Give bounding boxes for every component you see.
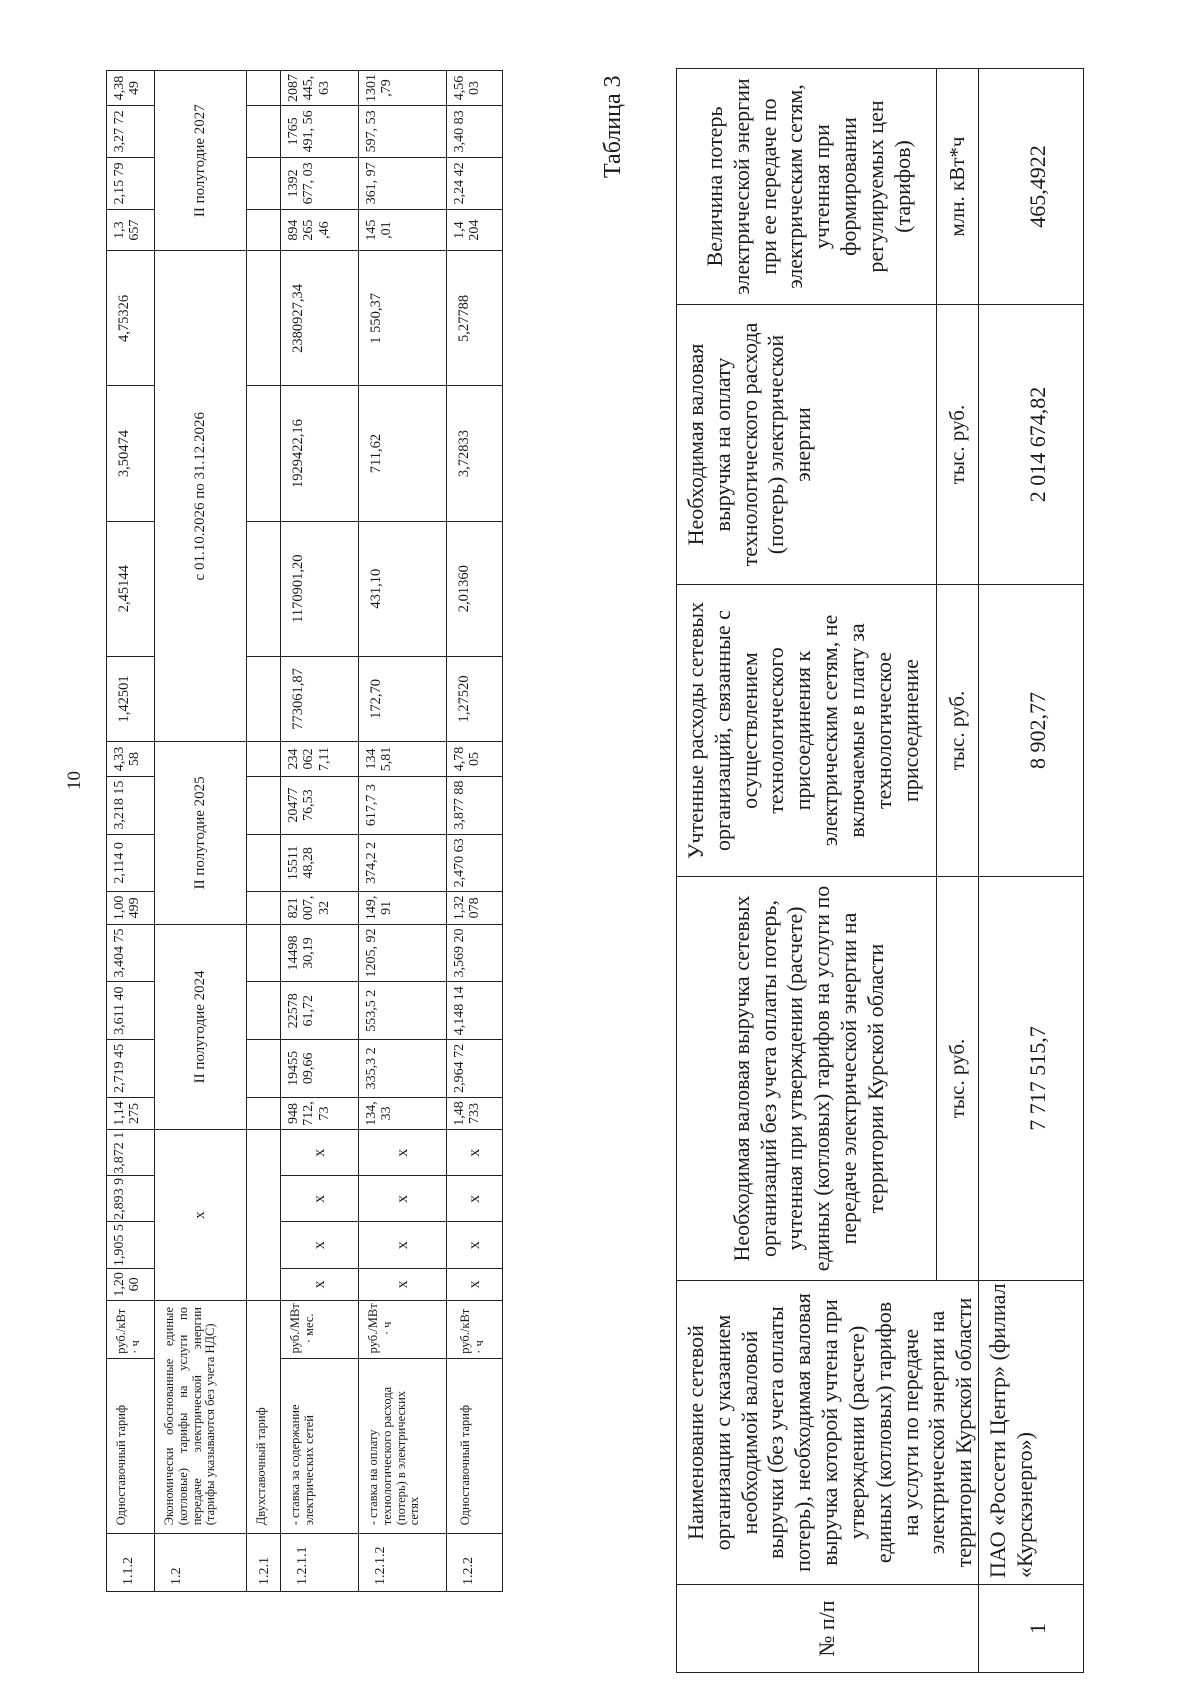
value-cell: 4,75326 <box>107 251 155 386</box>
value-cell: 234 062 7,11 <box>281 742 359 777</box>
value-cell: 1,32 078 <box>447 892 503 924</box>
value-cell: 4,148 14 <box>447 982 503 1040</box>
row-number: 1.2 <box>155 1534 247 1592</box>
value-cell: 2,01360 <box>447 521 503 656</box>
value-cell: 3,569 20 <box>447 924 503 982</box>
table-row <box>155 71 247 1592</box>
value-cell: 19455 09,66 <box>281 1040 359 1098</box>
value-cell: х <box>447 1222 503 1268</box>
row-name: - ставка за содержание электрических сетей <box>281 1358 359 1534</box>
value-cell: 821 007, 32 <box>281 892 359 924</box>
value-cell: 361, 97 <box>359 157 447 209</box>
value-cell: 20477 76,53 <box>281 776 359 834</box>
table-row <box>107 71 155 1592</box>
row-number: 1.2.1.2 <box>359 1534 447 1592</box>
value-cell: 1205, 92 <box>359 924 447 982</box>
period-cell: II полугодие 2025 <box>155 742 247 924</box>
value-cell: 1,4 204 <box>447 209 503 251</box>
row-losses-pay: 2 014 674,82 <box>979 305 1084 585</box>
row-name: Двухставочный тариф <box>247 1301 281 1534</box>
value-cell: 1,42501 <box>107 656 155 741</box>
value-cell: 2,470 63 <box>447 834 503 892</box>
tariff-table-sheet <box>106 70 556 1592</box>
row-unit: руб./кВт · ч <box>447 1301 503 1359</box>
value-cell: 5,27788 <box>447 251 503 386</box>
value-cell: 3,72833 <box>447 386 503 521</box>
value-cell: 1,3 657 <box>107 209 155 251</box>
value-cell: х <box>281 1130 359 1176</box>
row-number: 1.2.2 <box>447 1534 503 1592</box>
header-no: № п/п <box>677 1585 979 1673</box>
value-cell: 553,5 2 <box>359 982 447 1040</box>
value-cell: 2,964 72 <box>447 1040 503 1098</box>
period-cell: II полугодие 2027 <box>155 71 247 251</box>
value-cell: х <box>359 1222 447 1268</box>
row-name-cell <box>155 1301 247 1534</box>
row-number: 1 <box>979 1585 1084 1673</box>
table-row <box>281 71 359 1592</box>
row-organization: ПАО «Россети Центр» (филиал «Курскэнерго») <box>979 1281 1084 1585</box>
value-cell: 3,877 88 <box>447 776 503 834</box>
period-cell: II полугодие 2024 <box>155 924 247 1130</box>
value-cell: х <box>281 1176 359 1222</box>
nvv-table <box>676 68 1084 1673</box>
value-cell: 3,40 83 <box>447 105 503 157</box>
table-row <box>359 71 447 1592</box>
value-cell: 2,15 79 <box>107 157 155 209</box>
value-cell: 3,404 75 <box>107 924 155 982</box>
value-cell: 4,38 49 <box>107 71 155 106</box>
value-cell: 3,50474 <box>107 386 155 521</box>
row-nvv: 7 717 515,7 <box>979 877 1084 1281</box>
row-name: Экономически обоснованные единые (котловые) тарифы на услуги по передаче электрической энергии (тарифы указываются без учета НДС) <box>162 1307 218 1526</box>
header-losses-pay: Необходимая валовая выручка на оплату технологического расхода (потерь) электрической энергии <box>677 305 937 585</box>
row-name: - ставка на оплату технологического расхода (потерь) в электрических сетях <box>359 1358 447 1534</box>
value-cell: 22578 61,72 <box>281 982 359 1040</box>
unit-costs: тыс. руб. <box>936 585 979 877</box>
unit-losses-pay: тыс. руб. <box>936 305 979 585</box>
row-costs: 8 902,77 <box>979 585 1084 877</box>
row-name: Одноставочный тариф <box>107 1358 155 1534</box>
value-cell: 4,56 03 <box>447 71 503 106</box>
value-cell: 1,48 733 <box>447 1097 503 1129</box>
value-cell: 1,20 60 <box>107 1268 155 1300</box>
value-cell: 617,7 3 <box>359 776 447 834</box>
row-number: 1.1.2 <box>107 1534 155 1592</box>
value-cell: х <box>359 1268 447 1300</box>
value-cell: 773061,87 <box>281 656 359 741</box>
value-cell: 2,719 45 <box>107 1040 155 1098</box>
value-cell: 335,3 2 <box>359 1040 447 1098</box>
value-cell: 2,893 9 <box>107 1176 155 1222</box>
value-cell: 1301 ,79 <box>359 71 447 106</box>
row-name: Одноставочный тариф <box>447 1358 503 1534</box>
value-cell: 172,70 <box>359 656 447 741</box>
value-cell: 374,2 2 <box>359 834 447 892</box>
value-cell: 15511 48,28 <box>281 834 359 892</box>
value-cell: х <box>359 1130 447 1176</box>
value-cell: х <box>447 1176 503 1222</box>
value-cell: 14498 30,19 <box>281 924 359 982</box>
value-cell: 2,114 0 <box>107 834 155 892</box>
value-cell: 2087 445, 63 <box>281 71 359 106</box>
table-row <box>979 69 1084 1673</box>
header-row <box>677 69 937 1673</box>
header-nvv: Необходимая валовая выручка сетевых организаций без учета оплаты потерь, учтенная при утверждении (расчете) единых (котловых) тарифов на услуги по передаче электрической энергии на территории Курской области <box>677 877 937 1281</box>
unit-losses-volume: млн. кВт*ч <box>936 69 979 305</box>
value-cell: 3,27 72 <box>107 105 155 157</box>
value-cell: 3,872 1 <box>107 1130 155 1176</box>
value-cell: х <box>281 1268 359 1300</box>
tariff-table <box>106 70 503 1592</box>
value-cell: 1929422,16 <box>281 386 359 521</box>
value-cell: 1392 677, 03 <box>281 157 359 209</box>
value-cell: х <box>359 1176 447 1222</box>
value-cell: 2,45144 <box>107 521 155 656</box>
value-cell: 597, 53 <box>359 105 447 157</box>
header-losses-volume: Величина потерь электрической энергии при ее передаче по электрическим сетям, учтенная при формировании регулируемых цен (тарифов) <box>677 69 937 305</box>
value-cell: 2380927,34 <box>281 251 359 386</box>
row-number: 1.2.1 <box>247 1534 281 1592</box>
value-cell: 1,00 499 <box>107 892 155 924</box>
value-cell: 711,62 <box>359 386 447 521</box>
value-cell: 4,78 05 <box>447 742 503 777</box>
row-losses-volume: 465,4922 <box>979 69 1084 305</box>
value-cell: 894 265 ,46 <box>281 209 359 251</box>
value-cell: 2,24 42 <box>447 157 503 209</box>
value-cell: 3,611 40 <box>107 982 155 1040</box>
value-cell: 4,33 58 <box>107 742 155 777</box>
value-cell: 1,905 5 <box>107 1222 155 1268</box>
value-cell: 145 ,01 <box>359 209 447 251</box>
value-cell: х <box>281 1222 359 1268</box>
table-row <box>247 71 281 1592</box>
row-unit: руб./МВт · ч <box>359 1301 447 1359</box>
row-number: 1.2.1.1 <box>281 1534 359 1592</box>
value-cell: 1765 491, 56 <box>281 105 359 157</box>
period-cell: х <box>155 1130 247 1301</box>
period-cell: с 01.10.2026 по 31.12.2026 <box>155 251 247 742</box>
value-cell: х <box>447 1268 503 1300</box>
value-cell: 1 550,37 <box>359 251 447 386</box>
nvv-table-sheet <box>676 69 1096 1673</box>
value-cell: 1,14 275 <box>107 1097 155 1129</box>
value-cell: 948 712, 73 <box>281 1097 359 1129</box>
value-cell: 149, 91 <box>359 892 447 924</box>
unit-nvv: тыс. руб. <box>936 877 979 1281</box>
value-cell: 1,27520 <box>447 656 503 741</box>
value-cell: 134 5,81 <box>359 742 447 777</box>
value-cell: 3,218 15 <box>107 776 155 834</box>
value-cell: 1170901,20 <box>281 521 359 656</box>
page-number: 10 <box>64 771 85 790</box>
header-costs: Учтенные расходы сетевых организаций, связанные с осуществлением технологического присоединения к электрическим сетям, не включаемые в плату за технологическое присоединение <box>677 585 937 877</box>
row-unit: руб./МВт · мес. <box>281 1301 359 1359</box>
row-unit: руб./кВт · ч <box>107 1301 155 1359</box>
value-cell: 134, 33 <box>359 1097 447 1129</box>
value-cell: х <box>447 1130 503 1176</box>
table-row <box>447 71 503 1592</box>
table-caption: Таблица 3 <box>600 75 626 178</box>
value-cell: 431,10 <box>359 521 447 656</box>
header-name: Наименование сетевой организации с указанием необходимой валовой выручки (без учета оплаты потерь), необходимая валовая выручка которой учтена при утверждении (расчете) единых (котловых) тарифов на услуги по передаче электрической энергии на территории Курской области <box>677 1281 979 1585</box>
